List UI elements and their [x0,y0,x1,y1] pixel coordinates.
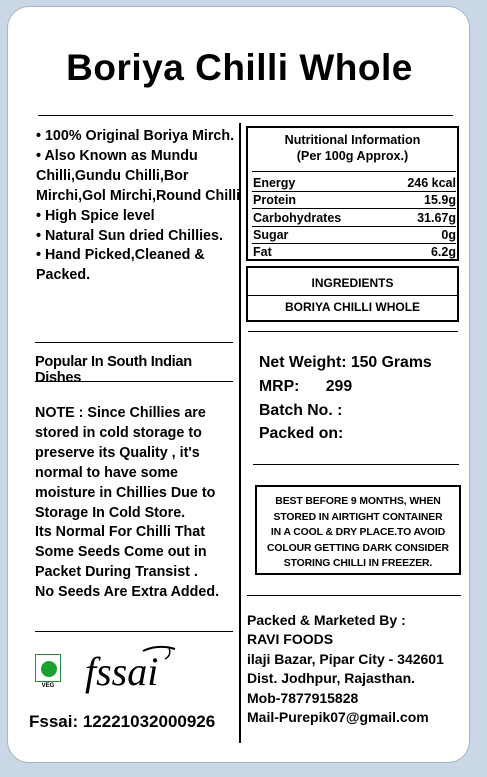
batch-no: Batch No. : [259,402,343,419]
divider [35,342,233,343]
divider [248,331,458,332]
packer-line: ilaji Bazar, Pipar City - 342601 [247,650,444,667]
best-before-line: BEST BEFORE 9 MONTHS, WHEN [275,496,441,507]
divider [35,381,233,382]
product-label [7,6,470,763]
product-title: Boriya Chilli Whole [66,47,413,88]
feature-item: • High Spice level [36,207,155,224]
features-list [36,127,241,286]
fssai-logo-text: fssai [85,649,159,694]
note-paragraph: Its Normal For Chilli That Some Seeds Come out in Packet During Transist . [35,524,207,581]
note-paragraph: NOTE : Since Chillies are stored in cold storage to preserve its Quality , it's normal to have some moisture in Chillies Due to Storage In Cold Store. [35,405,216,521]
nutrition-row: Fat 6.2g [253,245,456,259]
fssai-logo [83,645,188,695]
nutrition-row: Sugar 0g [253,228,456,242]
packer-line: Packed & Marketed By : [247,612,406,628]
packer-details [247,611,472,727]
nutrition-heading-line: Nutritional Information [284,133,421,147]
mrp-label: MRP: [259,378,300,395]
feature-item: • Hand Picked,Cleaned & Packed. [36,247,205,284]
veg-text: VEG [41,683,55,689]
veg-mark [35,654,65,694]
nutrition-row: Carbohydrates 31.67g [253,211,456,225]
packer-line: Dist. Jodhpur, Rajasthan. [247,670,416,687]
mrp [259,378,352,396]
feature-item: • Natural Sun dried Chillies. [36,227,223,244]
best-before-box [255,485,461,575]
divider [247,595,461,596]
popular-dishes: Popular In South Indian Dishes [35,354,192,386]
packed-on: Packed on: [259,425,344,442]
nutrition-table [246,126,459,261]
best-before-line: IN A COOL & DRY PLACE.TO AVOID [270,527,446,539]
fssai-number: Fssai: 12221032000926 [29,712,216,731]
best-before-line: STORED IN AIRTIGHT CONTAINER [273,511,443,523]
best-before-line: COLOUR GETTING DARK CONSIDER [267,542,449,554]
nutrition-heading [248,132,457,164]
note-paragraph: No Seeds Are Extra Added. [35,584,220,601]
nutrition-row: Energy 246 kcal [253,176,456,190]
ingredients-box [246,266,459,322]
divider [253,464,459,465]
packer-line: Mob-7877915828 [247,689,359,706]
packer-line: Mail-Purepik07@gmail.com [247,709,429,726]
nutrition-subheading: (Per 100g Approx.) [296,149,409,163]
best-before-text [257,494,459,572]
net-weight: Net Weight: 150 Grams [259,354,432,371]
title-divider [38,115,453,116]
storage-note [35,404,240,603]
best-before-line: STORING CHILLI IN FREEZER. [283,558,433,570]
nutrition-row: Protein 15.9g [253,193,456,207]
veg-symbol-icon [35,654,61,682]
mrp-value: 299 [325,378,353,395]
ingredients-heading: INGREDIENTS [311,276,394,290]
packer-line: RAVI FOODS [247,631,334,648]
ingredients-value: BORIYA CHILLI WHOLE [284,300,421,314]
feature-item: • Also Known as Mundu Chilli,Gundu Chilli,Bor Mirchi,Gol Mirchi,Round Chilli [36,147,241,204]
feature-item: • 100% Original Boriya Mirch. [36,128,235,144]
divider [35,631,233,632]
